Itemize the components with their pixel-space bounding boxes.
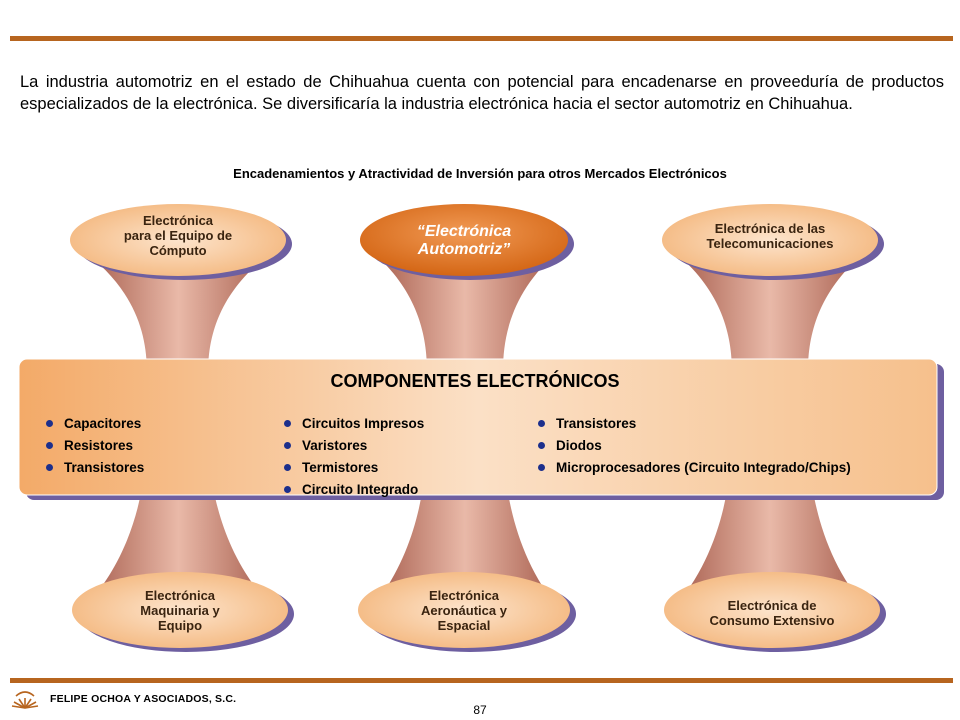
list-item: Circuito Integrado [278,479,424,501]
oval-line: Electrónica [428,588,500,603]
oval-line: para el Equipo de [123,228,233,243]
oval-line: Espacial [437,618,491,633]
diagram-title: Encadenamientos y Atractividad de Inversión para otros Mercados Electrónicos [233,166,727,181]
components-column-1 [40,413,144,479]
list-item: Resistores [40,435,144,457]
bottom-oval-aeronautica [376,588,552,633]
list-item: Diodos [532,435,851,457]
bottom-rule [10,678,953,683]
top-oval-automotriz [380,223,548,259]
list-item: Varistores [278,435,424,457]
oval-line: Equipo [157,618,203,633]
list-item: Transistores [40,457,144,479]
oval-line: Maquinaria y [140,603,220,618]
bottom-oval-maquinaria [92,588,268,633]
page-number: 87 [473,703,487,717]
list-item: Capacitores [40,413,144,435]
intro-paragraph: La industria automotriz en el estado de Chihuahua cuenta con potencial para encadenarse en proveeduría de productos especializados de la electrónica. Se diversificaría la industria electrónica hacia el sector automotriz en Chihuahua. [20,73,944,113]
list-item: Transistores [532,413,851,435]
list-item: Circuitos Impresos [278,413,424,435]
list-item: Microprocesadores (Circuito Integrado/Chips) [532,457,851,479]
oval-line: Cómputo [149,243,207,258]
oval-line: Telecomunicaciones [706,236,834,251]
company-name: FELIPE OCHOA Y ASOCIADOS, S.C. [50,693,237,705]
oval-line: Electrónica [144,588,216,603]
oval-line: Electrónica [142,213,214,228]
oval-line: Electrónica de [727,598,817,613]
top-oval-computo [90,213,266,258]
bottom-oval-consumo [674,598,870,628]
components-title: COMPONENTES ELECTRÓNICOS [330,371,620,391]
top-oval-telecom [672,221,868,251]
components-column-2 [278,413,424,501]
oval-line: Consumo Extensivo [709,613,835,628]
components-column-3 [532,413,851,479]
list-item: Termistores [278,457,424,479]
oval-line: Automotriz” [417,241,511,258]
oval-line: “Electrónica [416,223,512,240]
oval-line: Electrónica de las [714,221,826,236]
oval-line: Aeronáutica y [421,603,507,618]
